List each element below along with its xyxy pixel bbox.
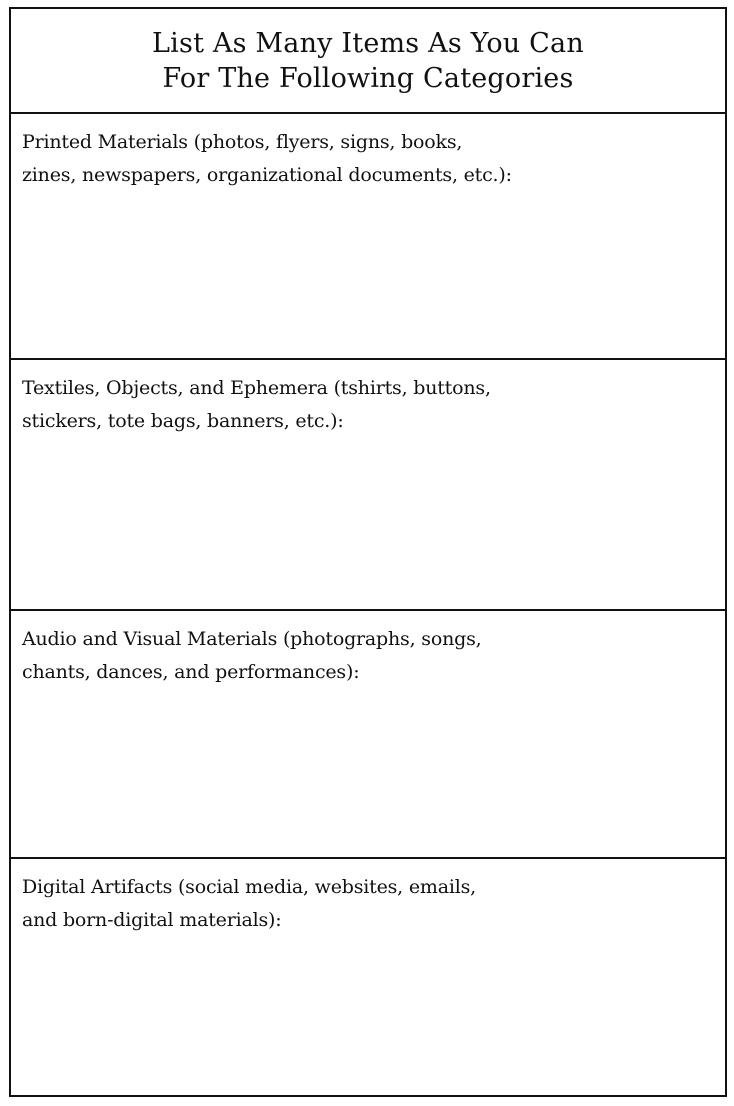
title-line-1: List As Many Items As You Can <box>152 27 584 59</box>
prompt-line-1: Textiles, Objects, and Ephemera (tshirts, buttons, <box>22 377 491 399</box>
prompt-line-2: stickers, tote bags, banners, etc.): <box>22 410 344 432</box>
section-textiles-objects-ephemera <box>11 360 725 611</box>
prompt-line-2: and born-digital materials): <box>22 909 282 931</box>
worksheet-header <box>11 9 725 114</box>
prompt-line-1: Digital Artifacts (social media, websites, emails, <box>22 876 476 898</box>
section-printed-materials <box>11 114 725 360</box>
section-prompt <box>11 611 725 689</box>
prompt-line-1: Audio and Visual Materials (photographs, songs, <box>22 628 482 650</box>
answer-area-textiles-objects-ephemera[interactable] <box>11 450 725 609</box>
section-digital-artifacts <box>11 859 725 1095</box>
answer-area-audio-visual-materials[interactable] <box>11 701 725 857</box>
section-prompt <box>11 859 725 937</box>
section-prompt <box>11 360 725 438</box>
answer-area-digital-artifacts[interactable] <box>11 949 725 1095</box>
prompt-line-2: chants, dances, and performances): <box>22 661 360 683</box>
prompt-line-2: zines, newspapers, organizational documents, etc.): <box>22 164 512 186</box>
prompt-line-1: Printed Materials (photos, flyers, signs, books, <box>22 131 463 153</box>
answer-area-printed-materials[interactable] <box>11 204 725 358</box>
section-audio-visual-materials <box>11 611 725 859</box>
title-line-2: For The Following Categories <box>162 62 574 94</box>
section-prompt <box>11 114 725 192</box>
worksheet <box>9 7 727 1097</box>
